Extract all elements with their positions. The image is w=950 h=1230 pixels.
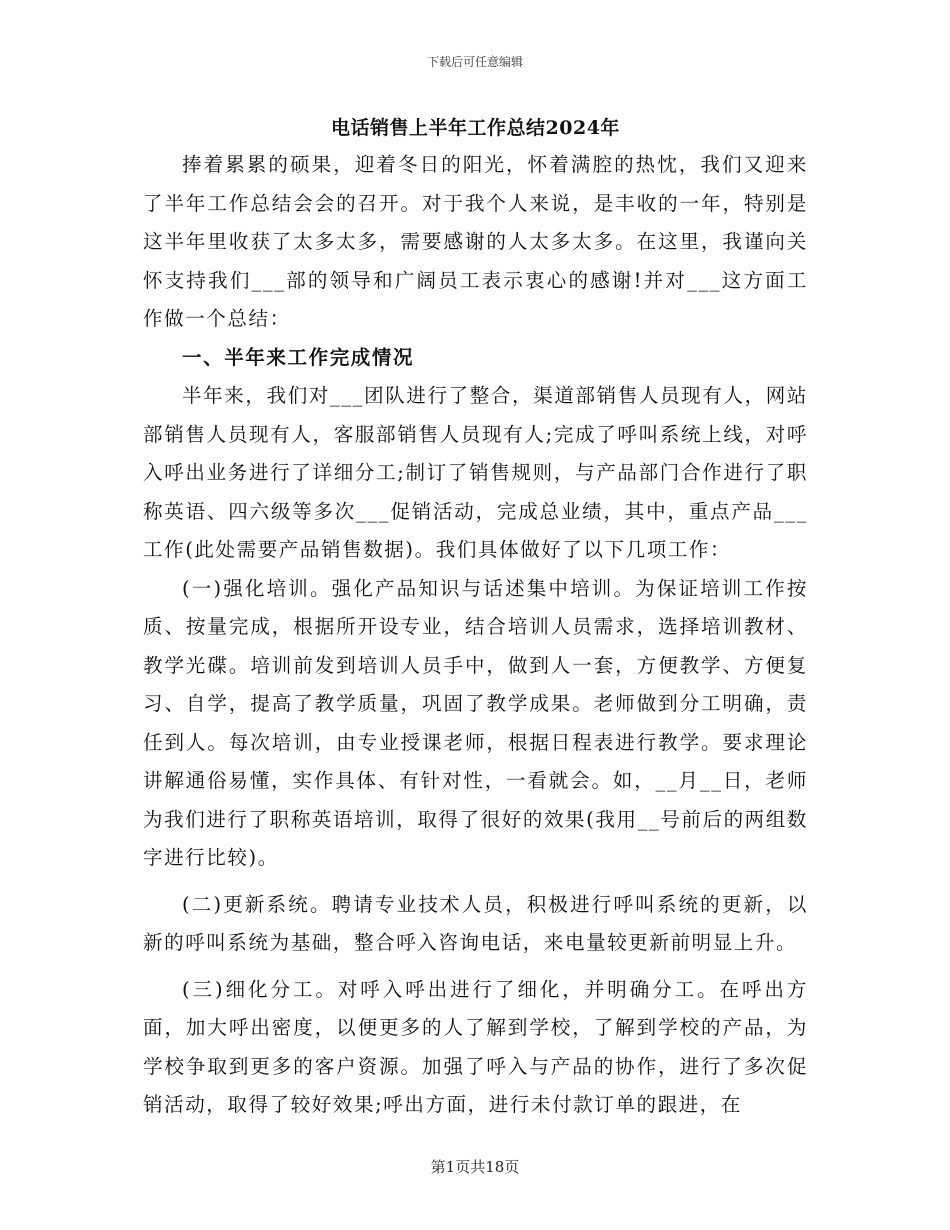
section-heading: 一、半年来工作完成情况 bbox=[182, 345, 415, 369]
document-title: 电话销售上半年工作总结2024年 bbox=[331, 117, 620, 139]
page-number: 第1页共18页 bbox=[430, 1158, 520, 1176]
paragraph-training: (一)强化培训。强化产品知识与话述集中培训。为保证培训工作按质、按量完成，根据所开设专业，结合培训人员需求，选择培训教材、教学光碟。培训前发到培训人员手中，做到人一套，方便教学、方便复习、自学，提高了教学质量，巩固了教学成果。老师做到分工明确，责任到人。每次培训，由专业授课老师，根据日程表进行教学。要求理论讲解通俗易懂，实作具体、有针对性，一看就会。如，__月__日，老师为我们进行了职称英语培训，取得了很好的效果(我用__号前后的两组数字进行比较)。 bbox=[143, 576, 808, 869]
document-body bbox=[143, 112, 808, 1125]
paragraph-division-of-work: (三)细化分工。对呼入呼出进行了细化，并明确分工。在呼出方面，加大呼出密度，以便更多的人了解到学校，了解到学校的产品，为学校争取到更多的客户资源。加强了呼入与产品的协作，进行了多次促销活动，取得了较好效果;呼出方面，进行未付款订单的跟进，在 bbox=[143, 977, 808, 1116]
page-header-note: 下载后可任意编辑 bbox=[426, 55, 523, 69]
paragraph-system-update: (二)更新系统。聘请专业技术人员，积极进行呼叫系统的更新，以新的呼叫系统为基础，整合呼入咨询电话，来电量较更新前明显上升。 bbox=[143, 892, 808, 954]
paragraph-intro: 捧着累累的硕果，迎着冬日的阳光，怀着满腔的热忱，我们又迎来了半年工作总结会会的召开。对于我个人来说，是丰收的一年，特别是这半年里收获了太多太多，需要感谢的人太多太多。在这里，我谨向关怀支持我们___部的领导和广阔员工表示衷心的感谢!并对___这方面工作做一个总结： bbox=[143, 153, 808, 330]
paragraph-summary: 半年来，我们对___团队进行了整合，渠道部销售人员现有人，网站部销售人员现有人，客服部销售人员现有人;完成了呼叫系统上线，对呼入呼出业务进行了详细分工;制订了销售规则，与产品部门合作进行了职称英语、四六级等多次___促销活动，完成总业绩，其中，重点产品___工作(此处需要产品销售数据)。我们具体做好了以下几项工作： bbox=[143, 384, 808, 561]
